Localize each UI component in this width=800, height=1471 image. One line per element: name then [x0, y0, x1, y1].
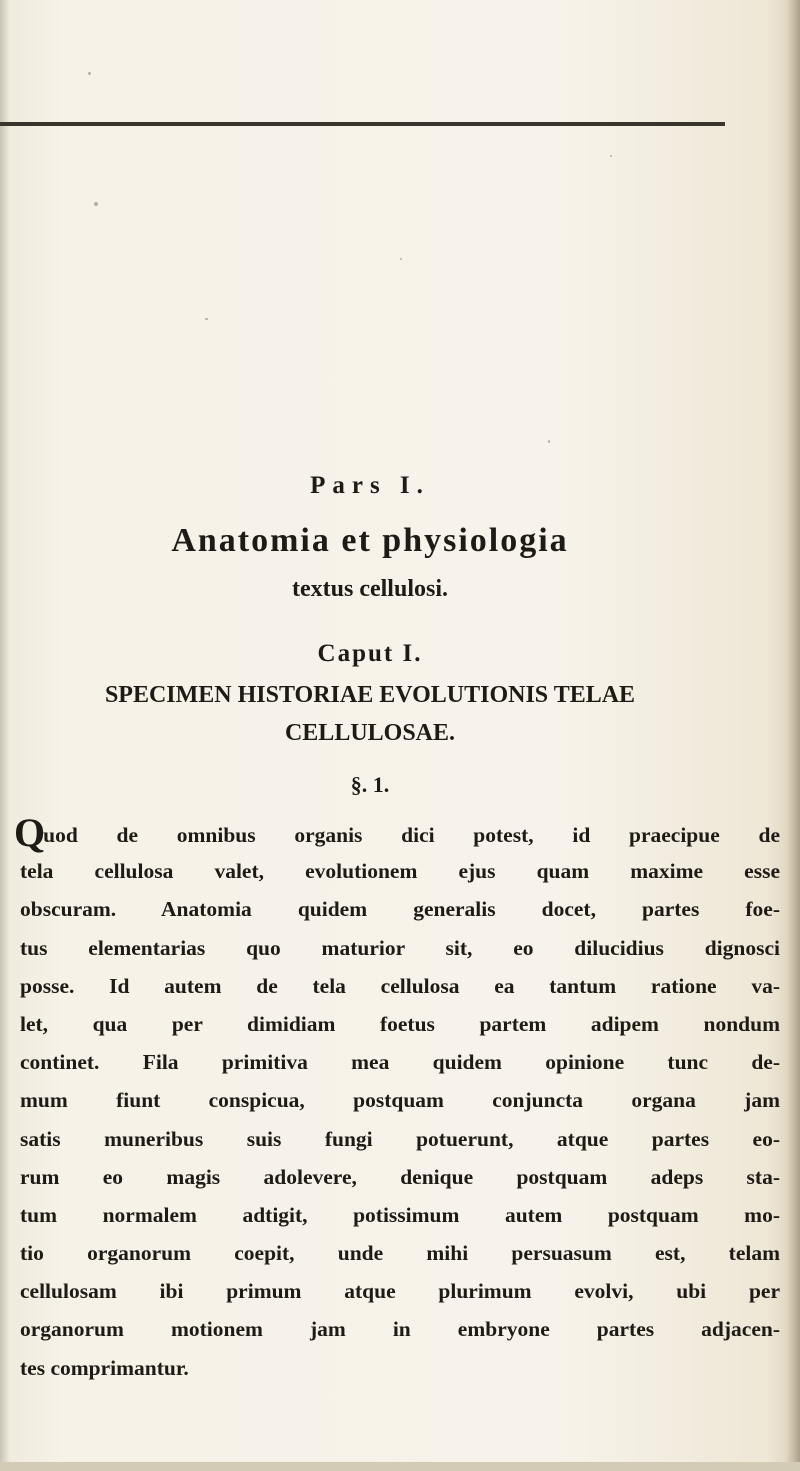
page-right-edge [786, 0, 800, 1471]
body-line: tum normalem adtigit, potissimum autem postquam mo- [20, 1202, 780, 1227]
body-line: tio organorum coepit, unde mihi persuasum est, telam [20, 1241, 780, 1266]
body-line: Quod de omnibus organis dici potest, id praecipue de [14, 810, 780, 855]
body-line: posse. Id autem de tela cellulosa ea tantum ratione va- [20, 973, 780, 998]
body-line: tela cellulosa valet, evolutionem ejus quam maxime esse [20, 859, 780, 884]
body-line: continet. Fila primitiva mea quidem opinione tunc de- [20, 1050, 780, 1075]
body-line: organorum motionem jam in embryone partes adjacen- [20, 1317, 780, 1342]
chapter-heading: Caput I. [317, 640, 423, 667]
part-title: Anatomia et physiologia [171, 522, 569, 559]
body-line: tes comprimantur. [20, 1355, 189, 1380]
bottom-page-edge [0, 1462, 800, 1471]
body-line: rum eo magis adolevere, denique postquam adeps sta- [20, 1164, 780, 1189]
body-paragraph [14, 810, 780, 1387]
part-heading: Pars I. [310, 472, 430, 499]
chapter-title-line-2: CELLULOSAE. [284, 720, 456, 746]
chapter-title-line-1: SPECIMEN HISTORIAE EVOLUTIONIS TELAE [104, 682, 636, 708]
part-subtitle: textus cellulosi. [292, 576, 448, 602]
section-number: §. 1. [350, 772, 390, 797]
top-rule-line [0, 122, 725, 126]
body-line: satis muneribus suis fungi potuerunt, atque partes eo- [20, 1126, 780, 1151]
drop-cap: Q [14, 810, 46, 855]
body-line: obscuram. Anatomia quidem generalis docet, partes foe- [20, 897, 780, 922]
body-line: tus elementarias quo maturior sit, eo dilucidius dignosci [20, 935, 780, 960]
body-line: mum fiunt conspicua, postquam conjuncta organa jam [20, 1088, 780, 1113]
body-line: cellulosam ibi primum atque plurimum evolvi, ubi per [20, 1279, 780, 1304]
body-line: let, qua per dimidiam foetus partem adipem nondum [20, 1011, 780, 1036]
